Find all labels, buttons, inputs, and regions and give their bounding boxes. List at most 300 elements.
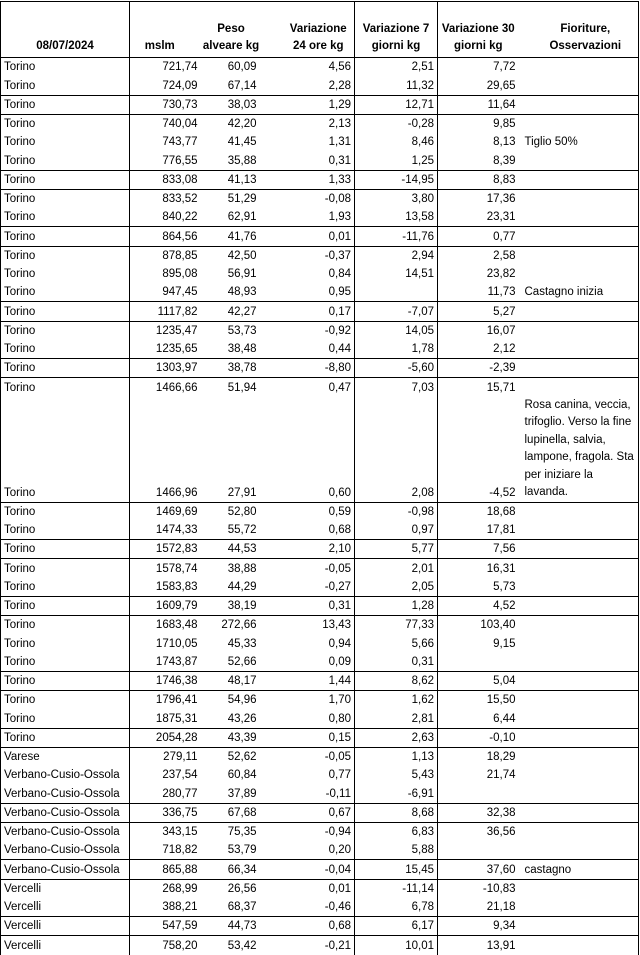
cell-location[interactable]: Verbano-Cusio-Ossola	[1, 803, 130, 822]
cell-var30[interactable]: 9,15	[493, 637, 516, 650]
cell-var7[interactable]: 5,88	[355, 841, 438, 860]
cell-var30[interactable]: 23,31	[486, 211, 516, 224]
cell-notes[interactable]	[519, 559, 639, 578]
cell-notes[interactable]: Tiglio 50%	[519, 133, 639, 151]
cell-peso[interactable]: 67,14	[227, 79, 257, 92]
cell-var24[interactable]: 0,20	[263, 841, 355, 860]
cell-var7[interactable]: 0,31	[355, 653, 438, 672]
cell-notes[interactable]	[519, 265, 639, 283]
cell-var30[interactable]: 15,50	[438, 691, 519, 710]
cell-var7[interactable]: 1,28	[355, 596, 438, 615]
cell-notes[interactable]	[519, 189, 639, 208]
cell-mslm[interactable]: 268,99	[130, 879, 200, 898]
cell-var24[interactable]: 0,31	[263, 151, 355, 170]
cell-notes[interactable]	[519, 841, 639, 860]
cell-var30[interactable]: 103,40	[438, 616, 519, 635]
cell-var30[interactable]: 36,56	[438, 822, 519, 841]
cell-location[interactable]: Torino	[1, 321, 130, 340]
cell-location[interactable]: Torino	[1, 170, 130, 189]
cell-notes[interactable]	[519, 58, 639, 77]
cell-mslm[interactable]: 743,77	[130, 133, 200, 151]
cell-notes[interactable]	[519, 803, 639, 822]
cell-location[interactable]: Torino	[1, 151, 130, 170]
cell-var30[interactable]: 18,68	[438, 502, 519, 521]
cell-notes[interactable]	[519, 114, 639, 133]
cell-notes[interactable]	[519, 784, 639, 803]
cell-peso[interactable]: 52,62	[200, 747, 263, 766]
cell-var24[interactable]: 1,93	[263, 208, 355, 227]
cell-location[interactable]: Torino	[1, 502, 130, 521]
cell-mslm[interactable]: 1796,41	[130, 691, 200, 710]
cell-var24[interactable]: 0,44	[263, 340, 355, 359]
cell-location[interactable]: Torino	[1, 616, 130, 635]
cell-mslm[interactable]: 547,59	[130, 917, 200, 936]
cell-var24[interactable]: 0,47	[263, 378, 355, 397]
cell-var24[interactable]: 0,67	[263, 803, 355, 822]
cell-var30[interactable]: 16,31	[438, 559, 519, 578]
cell-var7[interactable]: 11,32	[355, 76, 438, 95]
cell-mslm[interactable]: 1466,66	[130, 378, 200, 397]
cell-var7[interactable]: 10,01	[355, 936, 438, 955]
cell-mslm[interactable]: 1235,47	[130, 321, 200, 340]
cell-peso[interactable]: 48,17	[200, 671, 263, 690]
cell-location[interactable]: Torino	[1, 540, 130, 559]
cell-location[interactable]: Torino	[1, 521, 130, 540]
cell-mslm[interactable]: 833,08	[130, 170, 200, 189]
cell-location[interactable]: Torino	[1, 728, 130, 747]
cell-var30[interactable]: -10,83	[438, 879, 519, 898]
cell-notes[interactable]	[519, 822, 639, 841]
cell-var7[interactable]: 5,66	[355, 634, 438, 652]
cell-peso[interactable]: 52,80	[200, 502, 263, 521]
cell-mslm[interactable]: 721,74	[130, 58, 200, 77]
cell-location[interactable]: Torino	[1, 246, 130, 265]
cell-peso[interactable]: 42,50	[200, 246, 263, 265]
cell-mslm[interactable]: 279,11	[130, 747, 200, 766]
cell-var7[interactable]: 12,71	[355, 95, 438, 114]
cell-var30[interactable]: 4,52	[438, 596, 519, 615]
cell-notes[interactable]	[519, 95, 639, 114]
cell-var7[interactable]: 1,62	[355, 691, 438, 710]
cell-mslm[interactable]: 1303,97	[130, 359, 200, 378]
cell-peso[interactable]: 55,72	[227, 524, 257, 536]
cell-mslm[interactable]: 724,09	[130, 76, 200, 95]
cell-var30[interactable]: 0,77	[438, 227, 519, 246]
cell-notes[interactable]	[519, 321, 639, 340]
cell-notes[interactable]	[519, 208, 639, 227]
cell-var30[interactable]: 8,13	[493, 136, 516, 149]
cell-mslm[interactable]: 343,15	[130, 822, 200, 841]
cell-mslm[interactable]: 1469,69	[130, 502, 200, 521]
cell-var7[interactable]: 6,83	[355, 822, 438, 841]
cell-var7[interactable]: -6,91	[355, 784, 438, 803]
cell-var30[interactable]: 13,91	[438, 936, 519, 955]
cell-mslm[interactable]: 237,54	[130, 766, 200, 784]
cell-peso[interactable]: 42,27	[200, 302, 263, 321]
cell-notes[interactable]	[519, 879, 639, 898]
cell-peso[interactable]: 60,84	[227, 769, 257, 782]
cell-var30[interactable]: 23,82	[486, 268, 516, 280]
cell-peso[interactable]: 53,79	[227, 844, 257, 857]
cell-var30[interactable]: 8,83	[438, 170, 519, 189]
cell-location[interactable]: Torino	[1, 578, 130, 597]
cell-location[interactable]: Torino	[1, 283, 130, 302]
cell-var24[interactable]: 0,60	[263, 397, 355, 503]
cell-notes[interactable]	[519, 521, 639, 540]
cell-location[interactable]: Torino	[1, 114, 130, 133]
cell-location[interactable]: Torino	[1, 397, 130, 503]
cell-var7[interactable]: 2,08	[355, 397, 438, 503]
cell-var7[interactable]: 14,51	[355, 265, 438, 283]
cell-var7[interactable]: 6,17	[355, 917, 438, 936]
cell-location[interactable]: Torino	[1, 378, 130, 397]
cell-notes[interactable]	[519, 76, 639, 95]
cell-peso[interactable]: 38,88	[200, 559, 263, 578]
cell-var24[interactable]: -0,94	[263, 822, 355, 841]
cell-mslm[interactable]: 388,21	[130, 898, 200, 917]
cell-notes[interactable]	[519, 359, 639, 378]
cell-var30[interactable]: -4,52	[489, 486, 516, 499]
cell-notes[interactable]	[519, 151, 639, 170]
cell-notes[interactable]	[519, 898, 639, 917]
cell-location[interactable]: Torino	[1, 596, 130, 615]
cell-peso[interactable]: 27,91	[227, 486, 257, 499]
cell-var7[interactable]: 1,13	[355, 747, 438, 766]
cell-var30[interactable]: 6,44	[493, 712, 516, 725]
cell-var30[interactable]	[438, 653, 519, 672]
cell-notes[interactable]	[519, 728, 639, 747]
cell-peso[interactable]: 38,48	[227, 343, 257, 355]
cell-var30[interactable]: 5,27	[438, 302, 519, 321]
cell-var24[interactable]: -0,21	[263, 936, 355, 955]
cell-peso[interactable]: 44,29	[227, 580, 257, 593]
cell-var30[interactable]: 7,56	[438, 540, 519, 559]
cell-mslm[interactable]: 1583,83	[130, 578, 200, 597]
cell-var24[interactable]: 0,09	[263, 653, 355, 672]
cell-notes[interactable]	[519, 578, 639, 597]
cell-notes[interactable]	[519, 616, 639, 635]
cell-var7[interactable]: -0,28	[355, 114, 438, 133]
cell-notes[interactable]	[519, 634, 639, 652]
cell-location[interactable]: Verbano-Cusio-Ossola	[1, 860, 130, 879]
cell-notes[interactable]	[519, 709, 639, 728]
cell-var30[interactable]: 37,60	[438, 860, 519, 879]
cell-var24[interactable]: 1,44	[263, 671, 355, 690]
cell-var7[interactable]: -14,95	[355, 170, 438, 189]
cell-var24[interactable]: 1,31	[263, 133, 355, 151]
cell-var30[interactable]	[438, 841, 519, 860]
cell-peso[interactable]: 41,13	[200, 170, 263, 189]
cell-var7[interactable]: 2,94	[355, 246, 438, 265]
cell-location[interactable]: Torino	[1, 709, 130, 728]
cell-var24[interactable]: -0,46	[263, 898, 355, 917]
cell-peso[interactable]: 26,56	[200, 879, 263, 898]
cell-var30[interactable]: 32,38	[438, 803, 519, 822]
cell-var24[interactable]: -0,05	[263, 559, 355, 578]
cell-var24[interactable]: 0,31	[263, 596, 355, 615]
cell-var24[interactable]: -0,37	[263, 246, 355, 265]
cell-peso[interactable]: 44,53	[200, 540, 263, 559]
cell-var7[interactable]: 5,43	[355, 766, 438, 784]
cell-var7[interactable]: -11,76	[355, 227, 438, 246]
cell-mslm[interactable]: 758,20	[130, 936, 200, 955]
cell-var24[interactable]: 0,01	[263, 227, 355, 246]
cell-var7[interactable]: 15,45	[355, 860, 438, 879]
cell-location[interactable]: Vercelli	[1, 879, 130, 898]
cell-notes[interactable]	[519, 246, 639, 265]
cell-var30[interactable]: 9,34	[438, 917, 519, 936]
cell-var30[interactable]: 11,64	[438, 95, 519, 114]
cell-mslm[interactable]: 1875,31	[130, 709, 200, 728]
cell-var24[interactable]: 0,95	[263, 283, 355, 302]
cell-notes[interactable]: castagno	[519, 860, 639, 879]
cell-mslm[interactable]: 1466,96	[130, 397, 200, 503]
cell-peso[interactable]: 43,26	[227, 712, 257, 725]
cell-mslm[interactable]: 718,82	[130, 841, 200, 860]
cell-peso[interactable]: 54,96	[200, 691, 263, 710]
cell-var24[interactable]: -0,11	[263, 784, 355, 803]
cell-mslm[interactable]: 878,85	[130, 246, 200, 265]
cell-var7[interactable]: 14,05	[355, 321, 438, 340]
cell-peso[interactable]: 43,39	[200, 728, 263, 747]
cell-location[interactable]: Verbano-Cusio-Ossola	[1, 841, 130, 860]
cell-notes[interactable]	[519, 747, 639, 766]
cell-notes[interactable]	[519, 540, 639, 559]
cell-peso[interactable]: 75,35	[200, 822, 263, 841]
cell-location[interactable]: Varese	[1, 747, 130, 766]
cell-mslm[interactable]: 280,77	[130, 784, 200, 803]
cell-notes[interactable]	[519, 653, 639, 672]
cell-var30[interactable]: 8,39	[493, 154, 516, 167]
cell-mslm[interactable]: 947,45	[130, 283, 200, 302]
cell-var7[interactable]: 6,78	[355, 898, 438, 917]
cell-var24[interactable]: 0,59	[263, 502, 355, 521]
cell-var24[interactable]: 13,43	[263, 616, 355, 635]
cell-peso[interactable]: 68,37	[227, 901, 257, 913]
cell-peso[interactable]: 66,34	[200, 860, 263, 879]
cell-var30[interactable]: 16,07	[438, 321, 519, 340]
cell-location[interactable]: Torino	[1, 76, 130, 95]
cell-var24[interactable]: 2,10	[263, 540, 355, 559]
cell-location[interactable]: Torino	[1, 208, 130, 227]
cell-notes[interactable]	[519, 917, 639, 936]
cell-peso[interactable]: 272,66	[200, 616, 263, 635]
cell-mslm[interactable]: 833,52	[130, 189, 200, 208]
cell-var30[interactable]: -0,10	[438, 728, 519, 747]
cell-var30[interactable]	[438, 784, 519, 803]
cell-var24[interactable]: 0,84	[263, 265, 355, 283]
cell-location[interactable]: Torino	[1, 302, 130, 321]
cell-peso[interactable]: 56,91	[227, 268, 257, 280]
cell-location[interactable]: Torino	[1, 634, 130, 652]
cell-peso[interactable]: 42,20	[200, 114, 263, 133]
cell-var7[interactable]: 3,80	[355, 189, 438, 208]
cell-mslm[interactable]: 740,04	[130, 114, 200, 133]
cell-location[interactable]: Verbano-Cusio-Ossola	[1, 784, 130, 803]
cell-var24[interactable]: -0,92	[263, 321, 355, 340]
cell-var7[interactable]: 2,01	[355, 559, 438, 578]
cell-var30[interactable]: 5,73	[493, 580, 516, 593]
cell-notes[interactable]	[519, 302, 639, 321]
cell-peso[interactable]: 38,78	[200, 359, 263, 378]
cell-location[interactable]: Torino	[1, 58, 130, 77]
cell-mslm[interactable]: 2054,28	[130, 728, 200, 747]
cell-location[interactable]: Torino	[1, 559, 130, 578]
cell-var24[interactable]: 2,13	[263, 114, 355, 133]
cell-var30[interactable]: 21,18	[486, 901, 516, 913]
cell-notes[interactable]	[519, 340, 639, 359]
cell-var7[interactable]: -7,07	[355, 302, 438, 321]
cell-mslm[interactable]: 840,22	[130, 208, 200, 227]
cell-var24[interactable]: 4,56	[263, 58, 355, 77]
cell-notes[interactable]	[519, 502, 639, 521]
cell-location[interactable]: Torino	[1, 671, 130, 690]
cell-var7[interactable]: 77,33	[355, 616, 438, 635]
cell-location[interactable]: Verbano-Cusio-Ossola	[1, 766, 130, 784]
cell-var7[interactable]: 1,78	[355, 340, 438, 359]
cell-notes[interactable]	[519, 596, 639, 615]
cell-location[interactable]: Torino	[1, 653, 130, 672]
cell-location[interactable]: Torino	[1, 265, 130, 283]
cell-var30[interactable]: 17,81	[486, 524, 516, 536]
cell-location[interactable]: Vercelli	[1, 936, 130, 955]
cell-peso[interactable]: 53,73	[200, 321, 263, 340]
cell-var7[interactable]: 0,97	[355, 521, 438, 540]
cell-var30[interactable]: 18,29	[438, 747, 519, 766]
cell-peso[interactable]: 52,66	[227, 655, 257, 668]
cell-location[interactable]: Torino	[1, 359, 130, 378]
cell-var30[interactable]: 21,74	[486, 769, 516, 782]
cell-mslm[interactable]: 865,88	[130, 860, 200, 879]
cell-notes[interactable]: Castagno inizia	[519, 283, 639, 302]
cell-var7[interactable]: 2,63	[355, 728, 438, 747]
cell-peso[interactable]: 62,91	[227, 211, 257, 224]
cell-notes[interactable]	[519, 671, 639, 690]
cell-peso[interactable]: 53,42	[200, 936, 263, 955]
cell-var7[interactable]	[355, 283, 438, 302]
cell-notes[interactable]	[519, 766, 639, 784]
cell-var24[interactable]: 2,28	[263, 76, 355, 95]
cell-var7[interactable]: -5,60	[355, 359, 438, 378]
cell-mslm[interactable]: 1710,05	[130, 634, 200, 652]
cell-peso[interactable]: 67,68	[200, 803, 263, 822]
cell-mslm[interactable]: 1683,48	[130, 616, 200, 635]
cell-peso[interactable]: 45,33	[227, 637, 257, 650]
cell-var30[interactable]: 7,72	[493, 61, 516, 74]
cell-var24[interactable]: 0,94	[263, 634, 355, 652]
cell-var30[interactable]: 15,71	[438, 378, 519, 397]
cell-peso[interactable]: 41,76	[200, 227, 263, 246]
cell-var30[interactable]: 5,04	[438, 671, 519, 690]
cell-mslm[interactable]: 1117,82	[130, 302, 200, 321]
cell-mslm[interactable]: 895,08	[130, 265, 200, 283]
cell-mslm[interactable]: 864,56	[130, 227, 200, 246]
cell-location[interactable]: Torino	[1, 691, 130, 710]
cell-var7[interactable]: 7,03	[355, 378, 438, 397]
cell-peso[interactable]: 38,19	[200, 596, 263, 615]
cell-var30[interactable]: 9,85	[438, 114, 519, 133]
cell-var7[interactable]: -11,14	[355, 879, 438, 898]
cell-mslm[interactable]: 1235,65	[130, 340, 200, 359]
cell-var24[interactable]: -8,80	[263, 359, 355, 378]
cell-var30[interactable]: -2,39	[438, 359, 519, 378]
cell-location[interactable]: Vercelli	[1, 917, 130, 936]
cell-var7[interactable]: 1,25	[355, 151, 438, 170]
cell-mslm[interactable]: 776,55	[130, 151, 200, 170]
cell-mslm[interactable]: 1578,74	[130, 559, 200, 578]
cell-notes[interactable]	[519, 378, 639, 397]
cell-peso[interactable]: 38,03	[200, 95, 263, 114]
cell-location[interactable]: Torino	[1, 227, 130, 246]
cell-mslm[interactable]: 1746,38	[130, 671, 200, 690]
cell-notes[interactable]	[519, 227, 639, 246]
cell-var30[interactable]: 2,58	[438, 246, 519, 265]
cell-mslm[interactable]: 336,75	[130, 803, 200, 822]
cell-location[interactable]: Vercelli	[1, 898, 130, 917]
cell-var24[interactable]: 0,68	[263, 521, 355, 540]
cell-var24[interactable]: -0,04	[263, 860, 355, 879]
cell-var24[interactable]: -0,05	[263, 747, 355, 766]
cell-notes[interactable]: Rosa canina, veccia, trifoglio. Verso la fine lupinella, salvia, lampone, fragola. Sta per iniziare la lavanda.	[519, 397, 639, 503]
cell-mslm[interactable]: 1572,83	[130, 540, 200, 559]
cell-var24[interactable]: -0,08	[263, 189, 355, 208]
cell-var24[interactable]: 1,29	[263, 95, 355, 114]
cell-mslm[interactable]: 1474,33	[130, 521, 200, 540]
cell-var24[interactable]: 0,15	[263, 728, 355, 747]
cell-var30[interactable]: 17,36	[438, 189, 519, 208]
cell-var24[interactable]: 0,17	[263, 302, 355, 321]
cell-peso[interactable]: 51,29	[200, 189, 263, 208]
cell-var24[interactable]: 1,70	[263, 691, 355, 710]
cell-var24[interactable]: 0,01	[263, 879, 355, 898]
cell-var30[interactable]: 29,65	[486, 79, 516, 92]
cell-var7[interactable]: 8,68	[355, 803, 438, 822]
cell-peso[interactable]: 44,73	[200, 917, 263, 936]
cell-var24[interactable]: 0,68	[263, 917, 355, 936]
cell-var7[interactable]: 8,46	[355, 133, 438, 151]
cell-mslm[interactable]: 730,73	[130, 95, 200, 114]
cell-var7[interactable]: 8,62	[355, 671, 438, 690]
cell-var24[interactable]: 0,77	[263, 766, 355, 784]
cell-location[interactable]: Torino	[1, 340, 130, 359]
cell-var30[interactable]: 11,73	[487, 286, 516, 299]
cell-peso[interactable]: 48,93	[227, 286, 257, 299]
cell-peso[interactable]: 51,94	[200, 378, 263, 397]
cell-location[interactable]: Verbano-Cusio-Ossola	[1, 822, 130, 841]
cell-var24[interactable]: 0,80	[263, 709, 355, 728]
cell-mslm[interactable]: 1609,79	[130, 596, 200, 615]
cell-var7[interactable]: 2,05	[355, 578, 438, 597]
cell-var7[interactable]: 5,77	[355, 540, 438, 559]
cell-notes[interactable]	[519, 691, 639, 710]
cell-var24[interactable]: 1,33	[263, 170, 355, 189]
cell-var7[interactable]: 13,58	[355, 208, 438, 227]
cell-var7[interactable]: 2,51	[355, 58, 438, 77]
cell-location[interactable]: Torino	[1, 189, 130, 208]
cell-var7[interactable]: 2,81	[355, 709, 438, 728]
cell-var30[interactable]: 2,12	[493, 343, 516, 355]
cell-notes[interactable]	[519, 170, 639, 189]
cell-location[interactable]: Torino	[1, 95, 130, 114]
cell-peso[interactable]: 37,89	[227, 787, 257, 800]
cell-location[interactable]: Torino	[1, 133, 130, 151]
cell-var7[interactable]: -0,98	[355, 502, 438, 521]
cell-mslm[interactable]: 1743,87	[130, 653, 200, 672]
cell-var24[interactable]: -0,27	[263, 578, 355, 597]
cell-peso[interactable]: 60,09	[227, 61, 257, 74]
cell-peso[interactable]: 35,88	[227, 154, 257, 167]
cell-peso[interactable]: 41,45	[227, 136, 257, 149]
